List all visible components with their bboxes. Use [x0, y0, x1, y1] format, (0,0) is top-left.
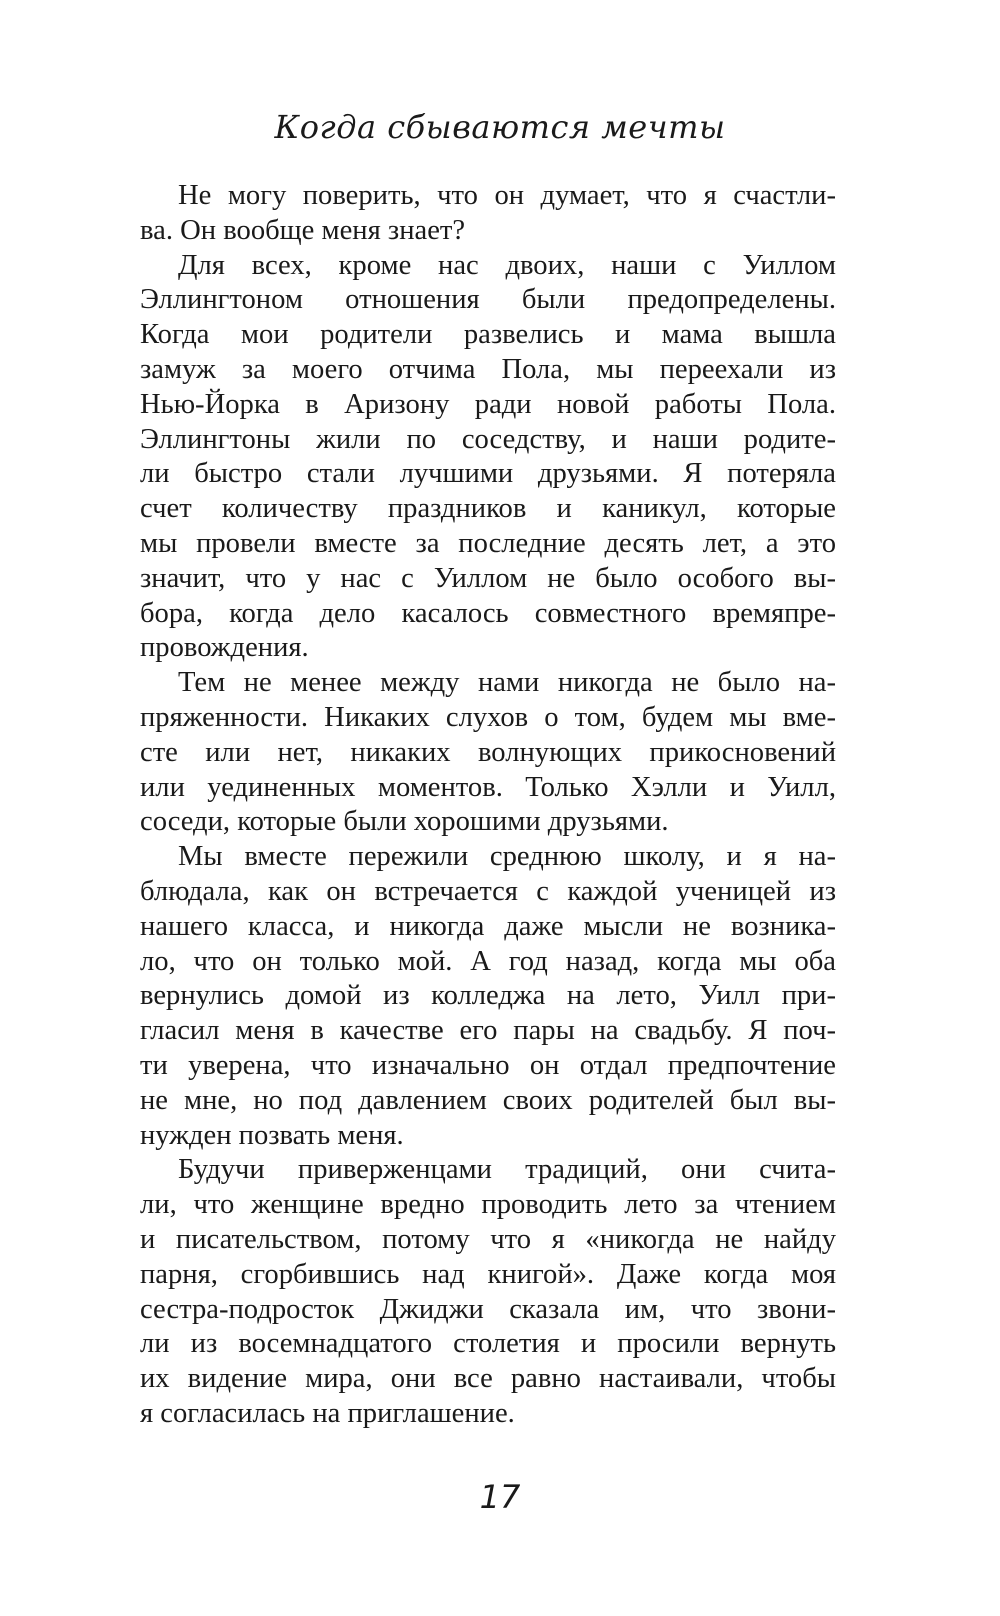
page-number: 17 [479, 1478, 521, 1516]
text-line: сте или нет, никаких волнующих прикосновений [140, 736, 836, 768]
text-line: Мы вместе пережили среднюю школу, и я на- [178, 841, 836, 873]
text-line: Не могу поверить, что он думает, что я счастли- [178, 180, 836, 211]
text-line: я согласилась на приглашение. [140, 1397, 515, 1429]
text-line: их видение мира, они все равно настаивали, чтобы [140, 1363, 836, 1395]
text-line: пряженности. Никаких слухов о том, будем мы вме- [140, 701, 836, 733]
text-line: ли быстро стали лучшими друзьями. Я потеряла [140, 458, 836, 490]
text-line: мы провели вместе за последние десять лет, а это [140, 527, 836, 559]
text-line: не мне, но под давлением своих родителей был вы- [140, 1084, 836, 1116]
text-line: ли, что женщине вредно проводить лето за чтением [140, 1189, 836, 1221]
text-line: Эллингтоном отношения были предопределены. [140, 284, 836, 316]
running-title: Когда сбываются мечты [274, 108, 726, 146]
text-line: соседи, которые были хорошими друзьями. [140, 806, 669, 838]
text-line: Будучи приверженцами традиций, они счита- [178, 1154, 836, 1186]
text-line: нашего класса, и никогда даже мысли не возника- [140, 910, 836, 942]
text-line: вернулись домой из колледжа на лето, Уилл при- [140, 980, 836, 1012]
text-line: гласил меня в качестве его пары на свадьбу. Я поч- [140, 1015, 836, 1047]
text-line: блюдала, как он встречается с каждой ученицей из [140, 875, 836, 907]
text-line: бора, когда дело касалось совместного времяпре- [140, 597, 836, 629]
text-line: нужден позвать меня. [140, 1119, 404, 1151]
body-text [140, 179, 836, 1432]
text-line: ло, что он только мой. А год назад, когда мы оба [140, 945, 836, 977]
text-line: Для всех, кроме нас двоих, наши с Уиллом [178, 249, 836, 281]
text-line: значит, что у нас с Уиллом не было особого вы- [140, 562, 836, 594]
text-line: ти уверена, что изначально он отдал предпочтение [140, 1049, 836, 1081]
text-line: Тем не менее между нами никогда не было на- [178, 667, 836, 699]
text-line: Эллингтоны жили по соседству, и наши родите- [140, 423, 836, 455]
text-line: Когда мои родители развелись и мама вышла [140, 319, 836, 351]
text-line: и писательством, потому что я «никогда не найду [140, 1223, 836, 1255]
text-line: сестра-подросток Джиджи сказала им, что звони- [140, 1293, 836, 1325]
text-line: или уединенных моментов. Только Хэлли и Уилл, [140, 771, 836, 803]
text-line: замуж за моего отчима Пола, мы переехали из [140, 353, 836, 385]
text-line: Нью-Йорка в Аризону ради новой работы Пола. [140, 388, 836, 420]
text-line: ва. Он вообще меня знает? [140, 214, 466, 246]
text-line: провождения. [140, 632, 309, 664]
text-line: парня, сгорбившись над книгой». Даже когда моя [140, 1258, 836, 1290]
text-line: ли из восемнадцатого столетия и просили вернуть [140, 1328, 836, 1360]
text-line: счет количеству праздников и каникул, которые [140, 493, 836, 525]
